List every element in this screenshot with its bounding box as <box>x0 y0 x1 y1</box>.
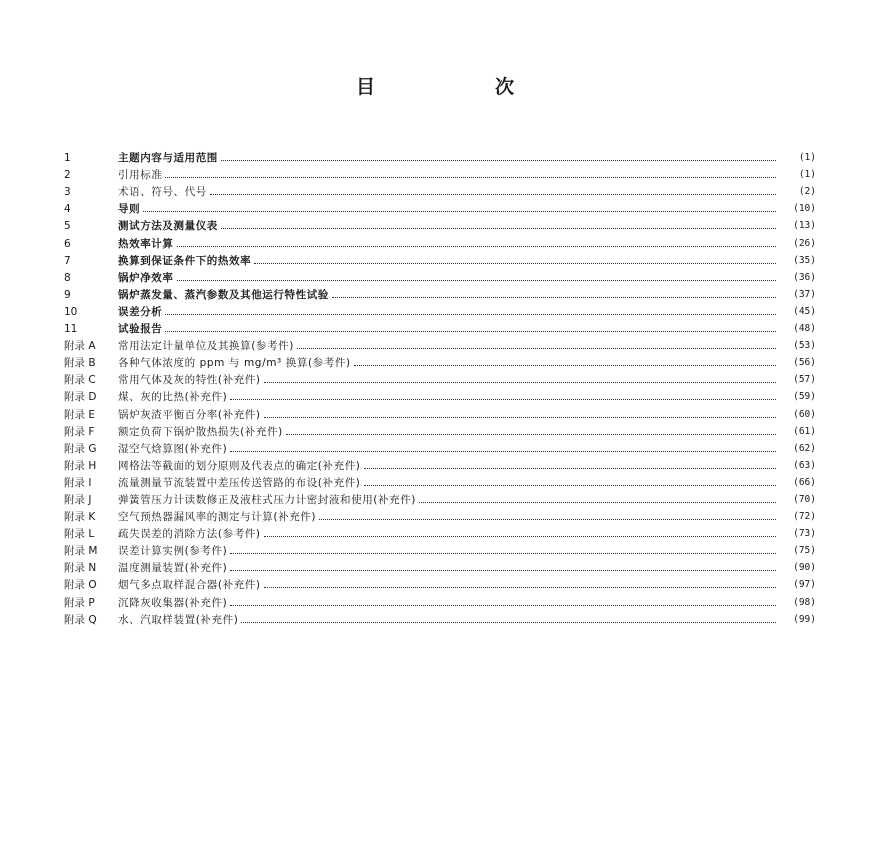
toc-entry-label: 误差分析 <box>118 305 163 318</box>
toc-entry-page-number: (1) <box>798 152 816 164</box>
toc-entry[interactable] <box>64 540 816 557</box>
dot-leader <box>221 160 776 161</box>
toc-entry-page-number: (75) <box>793 545 816 557</box>
toc-entry-page-number: (62) <box>793 442 816 454</box>
dot-leader <box>264 587 776 588</box>
toc-entry-page-number: (63) <box>793 459 816 471</box>
dot-leader <box>230 399 776 400</box>
toc-entry-label: 水、汽取样装置(补充件) <box>118 613 239 626</box>
toc-entry-number: 2 <box>64 169 71 182</box>
toc-entry-number: 附录 L <box>64 528 95 541</box>
toc-entry-number: 8 <box>64 271 71 284</box>
toc-entry-label: 主题内容与适用范围 <box>118 152 218 165</box>
toc-entry[interactable] <box>64 215 816 232</box>
toc-entry-page-number: (45) <box>793 305 816 317</box>
toc-entry-page-number: (98) <box>793 596 816 608</box>
toc-entry-number: 3 <box>64 186 71 199</box>
toc-entry-label: 空气预热器漏风率的测定与计算(补充件) <box>118 511 317 524</box>
dot-leader <box>241 622 776 623</box>
table-of-contents <box>64 147 816 626</box>
dot-leader <box>230 451 776 452</box>
toc-entry[interactable] <box>64 506 816 523</box>
toc-entry-label: 弹簧管压力计读数修正及液柱式压力计密封液和使用(补充件) <box>118 493 416 506</box>
toc-entry-page-number: (26) <box>793 237 816 249</box>
toc-entry[interactable] <box>64 438 816 455</box>
dot-leader <box>143 211 776 212</box>
toc-entry-number: 6 <box>64 237 71 250</box>
toc-entry[interactable] <box>64 403 816 420</box>
toc-entry-number: 附录 H <box>64 459 97 472</box>
toc-entry-page-number: (37) <box>793 288 816 300</box>
toc-entry-number: 附录 G <box>64 442 97 455</box>
toc-entry[interactable] <box>64 609 816 626</box>
toc-entry-page-number: (35) <box>793 254 816 266</box>
toc-entry-page-number: (70) <box>793 493 816 505</box>
toc-entry-label: 常用法定计量单位及其换算(参考件) <box>118 340 294 353</box>
toc-entry-label: 误差计算实例(参考件) <box>118 545 228 558</box>
toc-entry-number: 7 <box>64 254 71 267</box>
toc-entry-number: 4 <box>64 203 71 216</box>
toc-entry-label: 导则 <box>118 203 141 216</box>
toc-entry-page-number: (61) <box>793 425 816 437</box>
toc-entry-label: 烟气多点取样混合器(补充件) <box>118 579 261 592</box>
toc-entry[interactable] <box>64 250 816 267</box>
toc-entry-number: 附录 O <box>64 579 97 592</box>
toc-entry[interactable] <box>64 557 816 574</box>
toc-entry-label: 湿空气焓算图(补充件) <box>118 442 228 455</box>
toc-entry-number: 附录 Q <box>64 613 97 626</box>
toc-entry-page-number: (48) <box>793 323 816 335</box>
dot-leader <box>264 382 776 383</box>
dot-leader <box>364 485 777 486</box>
toc-entry-label: 网格法等截面的划分原则及代表点的确定(补充件) <box>118 459 361 472</box>
toc-entry[interactable] <box>64 421 816 438</box>
toc-entry-number: 附录 C <box>64 374 96 387</box>
toc-entry-number: 附录 D <box>64 391 97 404</box>
toc-entry-label: 温度测量装置(补充件) <box>118 562 228 575</box>
dot-leader <box>264 536 776 537</box>
toc-entry[interactable] <box>64 489 816 506</box>
toc-entry-label: 常用气体及灰的特性(补充件) <box>118 374 261 387</box>
title-char-2: 次 <box>495 76 515 98</box>
toc-entry-page-number: (2) <box>798 186 816 198</box>
toc-entry[interactable] <box>64 318 816 335</box>
toc-entry-number: 附录 B <box>64 357 96 370</box>
page-title <box>0 72 870 99</box>
toc-entry[interactable] <box>64 455 816 472</box>
toc-entry-label: 额定负荷下锅炉散热损失(补充件) <box>118 425 283 438</box>
toc-entry[interactable] <box>64 523 816 540</box>
toc-entry-number: 附录 M <box>64 545 98 558</box>
toc-entry-number: 附录 J <box>64 493 92 506</box>
toc-entry[interactable] <box>64 335 816 352</box>
toc-entry-label: 疏失误差的消除方法(参考件) <box>118 528 261 541</box>
toc-entry-page-number: (72) <box>793 511 816 523</box>
dot-leader <box>254 263 776 264</box>
toc-entry-label: 术语、符号、代号 <box>118 186 207 199</box>
toc-entry-page-number: (10) <box>793 203 816 215</box>
toc-entry-label: 沉降灰收集器(补充件) <box>118 596 228 609</box>
toc-entry-number: 附录 F <box>64 425 95 438</box>
toc-entry-number: 附录 E <box>64 408 95 421</box>
toc-entry[interactable] <box>64 198 816 215</box>
dot-leader <box>221 228 776 229</box>
dot-leader <box>230 553 776 554</box>
toc-entry[interactable] <box>64 267 816 284</box>
dot-leader <box>286 434 776 435</box>
toc-entry[interactable] <box>64 284 816 301</box>
dot-leader <box>264 417 776 418</box>
toc-entry[interactable] <box>64 301 816 318</box>
toc-entry[interactable] <box>64 591 816 608</box>
toc-entry-page-number: (60) <box>793 408 816 420</box>
toc-entry[interactable] <box>64 232 816 249</box>
toc-entry-label: 各种气体浓度的 ppm 与 mg/m³ 换算(参考件) <box>118 357 351 370</box>
toc-entry-page-number: (1) <box>798 169 816 181</box>
toc-entry-number: 9 <box>64 288 71 301</box>
dot-leader <box>230 605 776 606</box>
toc-entry-label: 锅炉净效率 <box>118 271 174 284</box>
toc-entry[interactable] <box>64 181 816 198</box>
dot-leader <box>364 468 777 469</box>
toc-entry-label: 煤、灰的比热(补充件) <box>118 391 228 404</box>
dot-leader <box>419 502 776 503</box>
toc-entry-number: 附录 P <box>64 596 95 609</box>
toc-entry-page-number: (59) <box>793 391 816 403</box>
toc-entry-page-number: (73) <box>793 528 816 540</box>
dot-leader <box>319 519 776 520</box>
toc-entry-number: 1 <box>64 152 71 165</box>
toc-entry[interactable] <box>64 386 816 403</box>
toc-entry-number: 10 <box>64 305 78 318</box>
toc-entry-label: 测试方法及测量仪表 <box>118 220 218 233</box>
toc-entry-page-number: (13) <box>793 220 816 232</box>
toc-entry-number: 5 <box>64 220 71 233</box>
toc-entry[interactable] <box>64 574 816 591</box>
toc-entry-number: 附录 I <box>64 476 92 489</box>
toc-entry-label: 锅炉灰渣平衡百分率(补充件) <box>118 408 261 421</box>
toc-entry[interactable] <box>64 352 816 369</box>
toc-entry-page-number: (90) <box>793 562 816 574</box>
toc-entry-label: 热效率计算 <box>118 237 174 250</box>
toc-entry-label: 引用标准 <box>118 169 163 182</box>
dot-leader <box>177 280 777 281</box>
toc-entry-label: 换算到保证条件下的热效率 <box>118 254 252 267</box>
dot-leader <box>165 314 776 315</box>
toc-entry-label: 流量测量节流装置中差压传送管路的布设(补充件) <box>118 476 361 489</box>
title-char-1: 目 <box>355 76 375 98</box>
toc-entry[interactable] <box>64 472 816 489</box>
dot-leader <box>165 331 776 332</box>
dot-leader <box>332 297 776 298</box>
dot-leader <box>354 365 776 366</box>
toc-entry-label: 锅炉蒸发量、蒸汽参数及其他运行特性试验 <box>118 288 329 301</box>
dot-leader <box>165 177 776 178</box>
toc-entry-page-number: (66) <box>793 476 816 488</box>
toc-entry-page-number: (53) <box>793 340 816 352</box>
toc-entry[interactable] <box>64 164 816 181</box>
toc-entry-number: 附录 A <box>64 340 96 353</box>
toc-entry[interactable] <box>64 369 816 386</box>
dot-leader <box>230 570 776 571</box>
toc-entry-page-number: (57) <box>793 374 816 386</box>
toc-entry-page-number: (56) <box>793 357 816 369</box>
dot-leader <box>210 194 776 195</box>
toc-entry-label: 试验报告 <box>118 323 163 336</box>
toc-entry-number: 附录 K <box>64 511 96 524</box>
toc-entry-page-number: (97) <box>793 579 816 591</box>
dot-leader <box>177 246 777 247</box>
dot-leader <box>297 348 776 349</box>
toc-entry[interactable] <box>64 147 816 164</box>
toc-entry-page-number: (36) <box>793 271 816 283</box>
toc-entry-page-number: (99) <box>793 613 816 625</box>
toc-entry-number: 11 <box>64 323 78 336</box>
toc-entry-number: 附录 N <box>64 562 97 575</box>
